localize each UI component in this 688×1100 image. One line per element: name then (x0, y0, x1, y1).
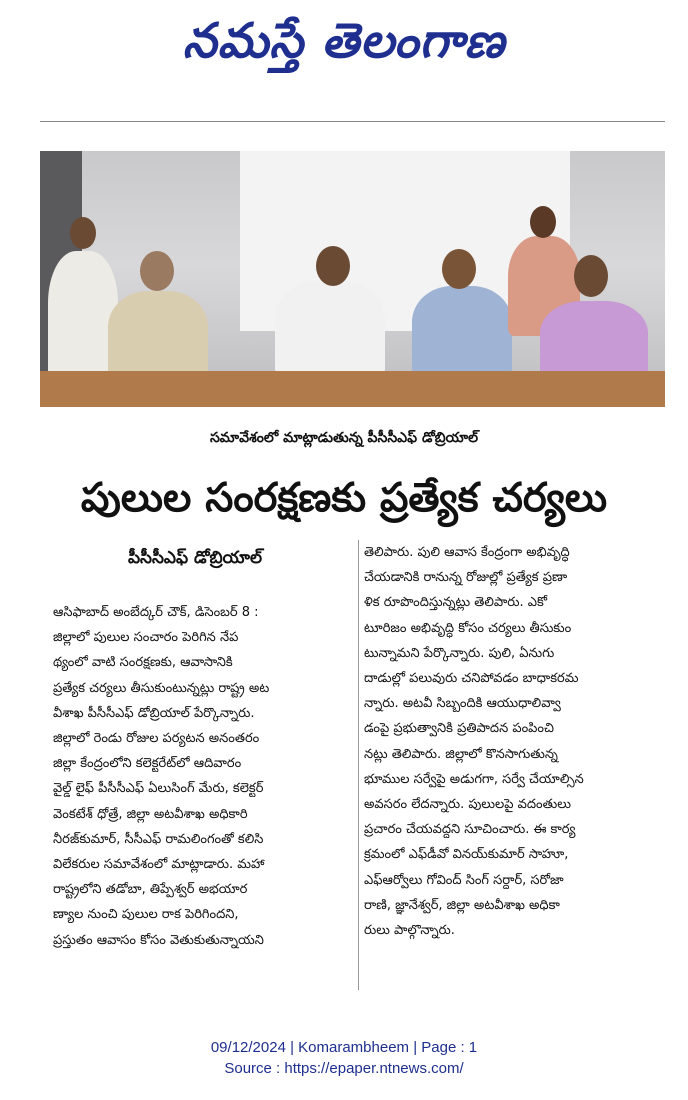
article-line: వైల్డ్ లైఫ్ పీసీసీఎఫ్ ఏలుసింగ్ మేరు, కలెక్టర్ (53, 781, 264, 797)
article-line: జిల్లా కేంద్రంలోని కలెక్టరేట్‌లో ఆదివారం (53, 756, 242, 772)
article-line: రాణి, జ్ఞానేశ్వర్, జిల్లా అటవీశాఖ అధికా (364, 897, 560, 913)
photo-caption: సమావేశంలో మాట్లాడుతున్న పీసీసీఎఫ్ డోబ్రియాల్ (209, 430, 478, 446)
article-line: ఆసిఫాబాద్ అంబేద్కర్ చౌక్, డిసెంబర్ 8 : (53, 605, 259, 620)
article-line: ణ్యాల నుంచి పులుల రాక పెరిగిందని, (53, 907, 239, 923)
news-photo (40, 151, 665, 407)
headline: పులుల సంరక్షణకు ప్రత్యేక చర్యలు (80, 475, 608, 521)
footer-source-link[interactable]: Source : https://epaper.ntnews.com/ (224, 1060, 464, 1077)
article-line: డంపై ప్రభుత్వానికి ప్రతిపాదన పంపించి (364, 721, 554, 737)
article-line: ప్రత్యేక చర్యలు తీసుకుంటున్నట్లు రాష్ట్ర అట (53, 680, 270, 696)
article-line: టూరిజం అభివృద్ధి కోసం చర్యలు తీసుకుం (364, 620, 572, 636)
article-line: భూముల సర్వేపై అడుగగా, సర్వే చేయాల్సిన (364, 771, 584, 787)
article-line: థ్యంలో వాటి సంరక్షణకు, ఆవాసానికి (53, 655, 233, 671)
article-line: అవసరం లేదన్నారు. పులులపై వదంతులు (364, 797, 571, 813)
masthead-logo: నమస్తే తెలంగాణ (182, 13, 506, 69)
article-line: చేయడానికి రానున్న రోజుల్లో ప్రత్యేక ప్రణా (364, 570, 568, 586)
article-column-2 (364, 540, 662, 943)
page-footer (0, 1037, 688, 1079)
article-line: విలేకరుల సమావేశంలో మాట్లాడారు. మహా (53, 857, 265, 873)
article-line: రులు పాల్గొన్నారు. (364, 923, 455, 939)
article-line: జిల్లాలో పులుల సంచారం పెరిగిన నేప (53, 630, 239, 646)
article-line: ప్రస్తుతం ఆవాసం కోసం వెతుకుతున్నాయని (53, 932, 264, 948)
article-line: ఎఫ్ఆర్వోలు గోవింద్ సింగ్ సర్దార్, సరోజా (364, 872, 564, 888)
article-line: దాడుల్లో పలువురు చనిపోవడం బాధాకరమ (364, 671, 579, 687)
byline: పీసీసీఎఫ్ డోబ్రియాల్ (127, 548, 263, 568)
article-line: క్రమంలో ఎఫ్‌డీవో వినయ్‌కుమార్ సాహూ, (364, 847, 569, 863)
article-line: నట్లు తెలిపారు. జిల్లాలో కొనసాగుతున్న (364, 746, 558, 762)
article-line: ళిక రూపొందిస్తున్నట్లు తెలిపారు. ఎకో (364, 595, 548, 611)
article-line: టున్నామని పేర్కొన్నారు. పులి, ఏనుగు (364, 645, 555, 661)
footer-date-page: 09/12/2024 | Komarambheem | Page : 1 (210, 1039, 478, 1056)
article-line: రాష్ట్రలోని తడోబా, తిప్పేశ్వర్ అభయార (53, 882, 248, 898)
top-divider (40, 121, 665, 122)
article-line: తెలిపారు. పులి ఆవాస కేంద్రంగా అభివృద్ధి (364, 545, 570, 560)
article-column-1 (53, 600, 351, 953)
column-divider (358, 540, 359, 990)
article-line: వీశాఖ పీసీసీఎఫ్ డోబ్రియాల్ పేర్కొన్నారు. (53, 705, 255, 721)
article-line: న్నారు. అటవీ సిబ్బందికి ఆయుధాలివ్వా (364, 696, 561, 712)
article-line: జిల్లాలో రెండు రోజుల పర్యటన అనంతరం (53, 731, 260, 747)
article-line: నీరజ్‌కుమార్, సీసీఎఫ్ రామలింగంతో కలిసి (53, 831, 264, 847)
article-line: వెంకటేశ్ ధోత్రే, జిల్లా అటవీశాఖ అధికారి (53, 806, 248, 822)
article-line: ప్రచారం చేయవద్దని సూచించారు. ఈ కార్య (364, 822, 576, 838)
